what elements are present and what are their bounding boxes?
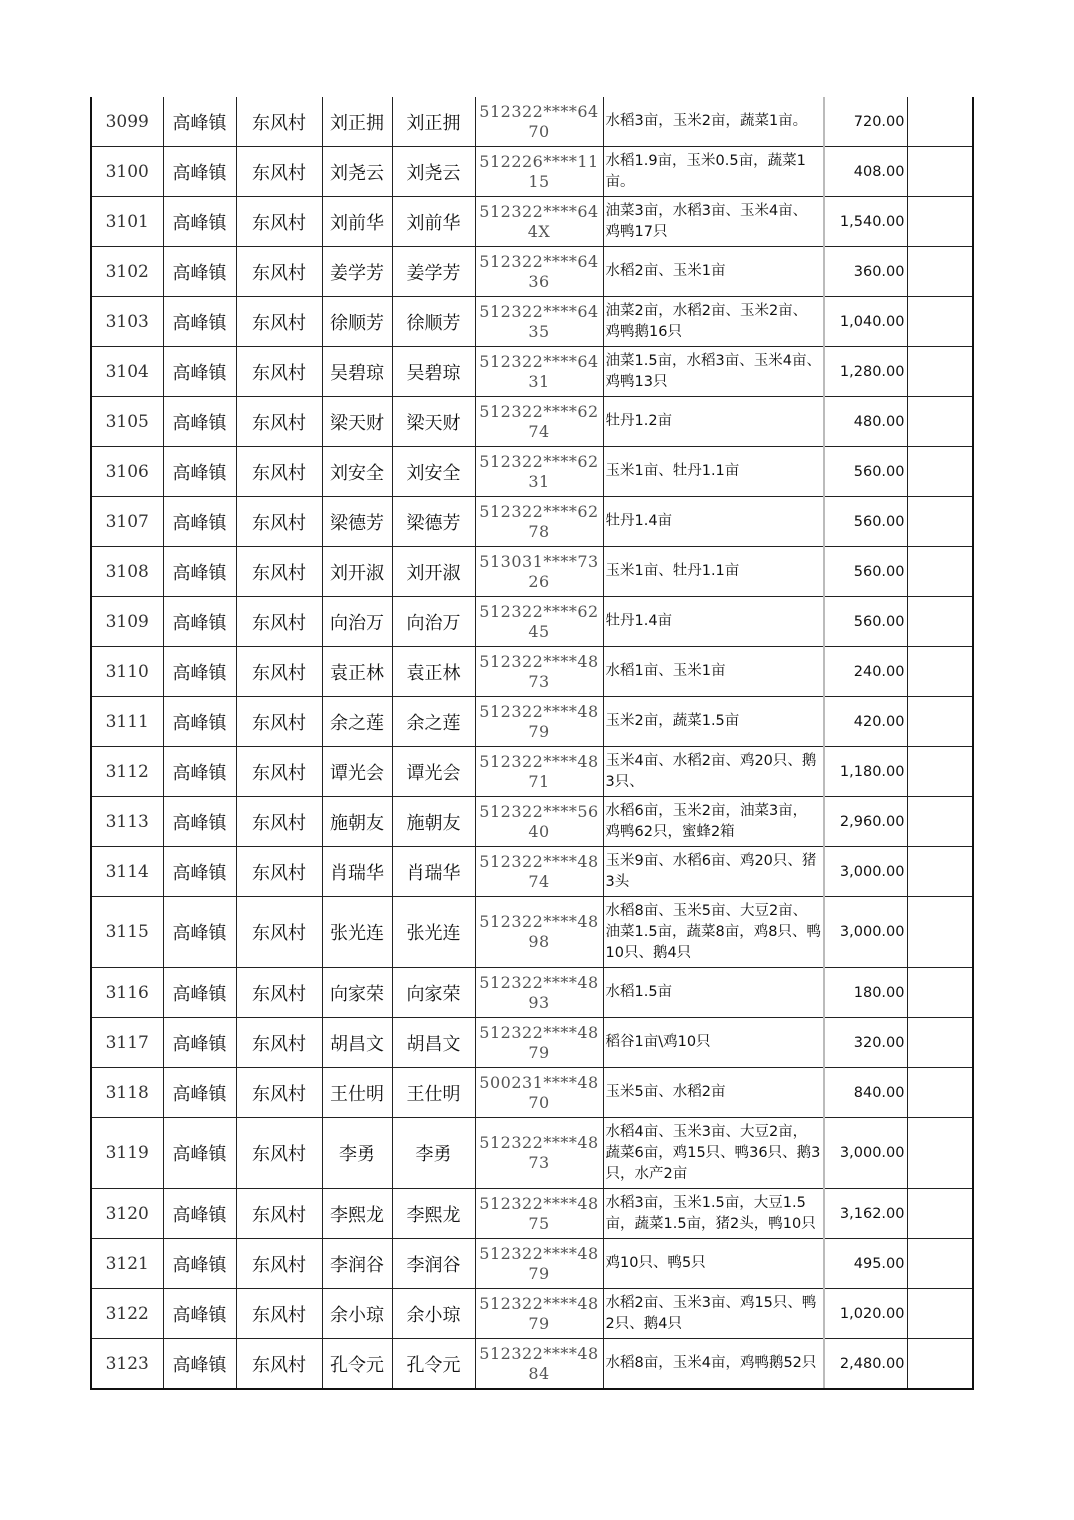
village-cell: 东风村 (236, 97, 322, 147)
description-cell: 水稻2亩、玉米1亩 (603, 247, 824, 297)
town-cell: 高峰镇 (163, 968, 236, 1018)
amount-cell: 180.00 (824, 968, 907, 1018)
seq-cell: 3100 (91, 147, 163, 197)
name-cell: 袁正林 (322, 647, 392, 697)
table-row (91, 347, 973, 397)
description-cell: 水稻4亩、玉米3亩、大豆2亩，蔬菜6亩，鸡15只、鸭36只、鹅3只，水产2亩 (603, 1118, 824, 1189)
table-row (91, 297, 973, 347)
village-cell: 东风村 (236, 847, 322, 897)
description-cell: 牡丹1.4亩 (603, 597, 824, 647)
description-cell: 水稻3亩，玉米1.5亩，大豆1.5亩，蔬菜1.5亩，猪2头，鸭10只 (603, 1189, 824, 1239)
amount-cell: 495.00 (824, 1239, 907, 1289)
payee-cell: 胡昌文 (392, 1018, 475, 1068)
description-cell: 水稻8亩、玉米5亩、大豆2亩、油菜1.5亩，蔬菜8亩，鸡8只、鸭10只、鹅4只 (603, 897, 824, 968)
table-row (91, 697, 973, 747)
payee-cell: 李勇 (392, 1118, 475, 1189)
id-number-cell: 512322****5640 (475, 797, 603, 847)
description-cell: 玉米1亩、牡丹1.1亩 (603, 447, 824, 497)
id-number-cell: 512322****4879 (475, 697, 603, 747)
seq-cell: 3107 (91, 497, 163, 547)
table-row (91, 547, 973, 597)
description-cell: 油菜1.5亩，水稻3亩、玉米4亩、鸡鸭13只 (603, 347, 824, 397)
description-cell: 油菜3亩，水稻3亩、玉米4亩、鸡鸭17只 (603, 197, 824, 247)
amount-cell: 3,000.00 (824, 847, 907, 897)
seq-cell: 3106 (91, 447, 163, 497)
description-cell: 水稻6亩，玉米2亩，油菜3亩，鸡鸭62只，蜜蜂2箱 (603, 797, 824, 847)
id-number-cell: 512322****6274 (475, 397, 603, 447)
name-cell: 刘安全 (322, 447, 392, 497)
id-number-cell: 512322****4874 (475, 847, 603, 897)
id-number-cell: 512322****6431 (475, 347, 603, 397)
description-cell: 牡丹1.4亩 (603, 497, 824, 547)
remark-cell (907, 1289, 973, 1339)
village-cell: 东风村 (236, 297, 322, 347)
id-number-cell: 512322****4879 (475, 1018, 603, 1068)
village-cell: 东风村 (236, 1339, 322, 1390)
town-cell: 高峰镇 (163, 547, 236, 597)
seq-cell: 3117 (91, 1018, 163, 1068)
village-cell: 东风村 (236, 1118, 322, 1189)
seq-cell: 3104 (91, 347, 163, 397)
name-cell: 肖瑞华 (322, 847, 392, 897)
table-row (91, 1189, 973, 1239)
seq-cell: 3109 (91, 597, 163, 647)
table-row (91, 97, 973, 147)
table-row (91, 897, 973, 968)
description-cell: 玉米1亩、牡丹1.1亩 (603, 547, 824, 597)
village-cell: 东风村 (236, 1189, 322, 1239)
id-number-cell: 512322****4884 (475, 1339, 603, 1390)
description-cell: 牡丹1.2亩 (603, 397, 824, 447)
table-row (91, 747, 973, 797)
town-cell: 高峰镇 (163, 447, 236, 497)
village-cell: 东风村 (236, 147, 322, 197)
name-cell: 梁天财 (322, 397, 392, 447)
remark-cell (907, 797, 973, 847)
payee-cell: 姜学芳 (392, 247, 475, 297)
name-cell: 向家荣 (322, 968, 392, 1018)
name-cell: 吴碧琼 (322, 347, 392, 397)
remark-cell (907, 497, 973, 547)
id-number-cell: 512322****4898 (475, 897, 603, 968)
town-cell: 高峰镇 (163, 1339, 236, 1390)
table-row (91, 1068, 973, 1118)
description-cell: 水稻1.9亩，玉米0.5亩，蔬菜1亩。 (603, 147, 824, 197)
table-row (91, 647, 973, 697)
remark-cell (907, 97, 973, 147)
village-cell: 东风村 (236, 797, 322, 847)
remark-cell (907, 397, 973, 447)
town-cell: 高峰镇 (163, 1289, 236, 1339)
id-number-cell: 512322****6436 (475, 247, 603, 297)
table-row (91, 497, 973, 547)
table-row (91, 1118, 973, 1189)
id-number-cell: 512322****4875 (475, 1189, 603, 1239)
amount-cell: 720.00 (824, 97, 907, 147)
id-number-cell: 512322****644X (475, 197, 603, 247)
remark-cell (907, 547, 973, 597)
id-number-cell: 512322****6231 (475, 447, 603, 497)
amount-cell: 560.00 (824, 497, 907, 547)
id-number-cell: 512322****6278 (475, 497, 603, 547)
remark-cell (907, 897, 973, 968)
payee-cell: 梁德芳 (392, 497, 475, 547)
name-cell: 刘开淑 (322, 547, 392, 597)
id-number-cell: 512322****4873 (475, 1118, 603, 1189)
remark-cell (907, 297, 973, 347)
payee-cell: 余小琼 (392, 1289, 475, 1339)
town-cell: 高峰镇 (163, 797, 236, 847)
table-row (91, 968, 973, 1018)
remark-cell (907, 1018, 973, 1068)
town-cell: 高峰镇 (163, 1018, 236, 1068)
table-row (91, 147, 973, 197)
amount-cell: 1,180.00 (824, 747, 907, 797)
remark-cell (907, 1118, 973, 1189)
payee-cell: 孔令元 (392, 1339, 475, 1390)
id-number-cell: 512322****4893 (475, 968, 603, 1018)
table-body (91, 97, 973, 1389)
seq-cell: 3119 (91, 1118, 163, 1189)
seq-cell: 3102 (91, 247, 163, 297)
amount-cell: 3,162.00 (824, 1189, 907, 1239)
id-number-cell: 512322****6435 (475, 297, 603, 347)
name-cell: 李勇 (322, 1118, 392, 1189)
village-cell: 东风村 (236, 897, 322, 968)
payee-cell: 刘开淑 (392, 547, 475, 597)
town-cell: 高峰镇 (163, 297, 236, 347)
id-number-cell: 512322****4871 (475, 747, 603, 797)
payee-cell: 刘安全 (392, 447, 475, 497)
village-cell: 东风村 (236, 747, 322, 797)
remark-cell (907, 247, 973, 297)
name-cell: 徐顺芳 (322, 297, 392, 347)
town-cell: 高峰镇 (163, 147, 236, 197)
table-row (91, 447, 973, 497)
seq-cell: 3101 (91, 197, 163, 247)
seq-cell: 3123 (91, 1339, 163, 1390)
payee-cell: 李熙龙 (392, 1189, 475, 1239)
remark-cell (907, 147, 973, 197)
amount-cell: 2,480.00 (824, 1339, 907, 1390)
id-number-cell: 512226****1115 (475, 147, 603, 197)
amount-cell: 3,000.00 (824, 897, 907, 968)
seq-cell: 3099 (91, 97, 163, 147)
name-cell: 余小琼 (322, 1289, 392, 1339)
name-cell: 梁德芳 (322, 497, 392, 547)
table-row (91, 847, 973, 897)
remark-cell (907, 1068, 973, 1118)
payee-cell: 徐顺芳 (392, 297, 475, 347)
amount-cell: 408.00 (824, 147, 907, 197)
town-cell: 高峰镇 (163, 97, 236, 147)
town-cell: 高峰镇 (163, 1189, 236, 1239)
remark-cell (907, 1339, 973, 1390)
table-row (91, 597, 973, 647)
village-cell: 东风村 (236, 1018, 322, 1068)
village-cell: 东风村 (236, 547, 322, 597)
seq-cell: 3105 (91, 397, 163, 447)
table-row (91, 197, 973, 247)
remark-cell (907, 647, 973, 697)
name-cell: 刘前华 (322, 197, 392, 247)
seq-cell: 3120 (91, 1189, 163, 1239)
amount-cell: 480.00 (824, 397, 907, 447)
name-cell: 李熙龙 (322, 1189, 392, 1239)
town-cell: 高峰镇 (163, 397, 236, 447)
table-row (91, 247, 973, 297)
name-cell: 孔令元 (322, 1339, 392, 1390)
description-cell: 玉米2亩，蔬菜1.5亩 (603, 697, 824, 747)
table-row (91, 1239, 973, 1289)
seq-cell: 3116 (91, 968, 163, 1018)
description-cell: 玉米9亩、水稻6亩、鸡20只、猪3头 (603, 847, 824, 897)
id-number-cell: 512322****4879 (475, 1239, 603, 1289)
amount-cell: 560.00 (824, 547, 907, 597)
village-cell: 东风村 (236, 197, 322, 247)
town-cell: 高峰镇 (163, 747, 236, 797)
amount-cell: 1,020.00 (824, 1289, 907, 1339)
amount-cell: 3,000.00 (824, 1118, 907, 1189)
subsidy-table (90, 97, 974, 1390)
town-cell: 高峰镇 (163, 1118, 236, 1189)
seq-cell: 3115 (91, 897, 163, 968)
table-row (91, 397, 973, 447)
payee-cell: 袁正林 (392, 647, 475, 697)
town-cell: 高峰镇 (163, 197, 236, 247)
town-cell: 高峰镇 (163, 597, 236, 647)
seq-cell: 3103 (91, 297, 163, 347)
village-cell: 东风村 (236, 597, 322, 647)
payee-cell: 向治万 (392, 597, 475, 647)
name-cell: 向治万 (322, 597, 392, 647)
amount-cell: 1,040.00 (824, 297, 907, 347)
description-cell: 油菜2亩，水稻2亩、玉米2亩、鸡鸭鹅16只 (603, 297, 824, 347)
remark-cell (907, 968, 973, 1018)
remark-cell (907, 847, 973, 897)
town-cell: 高峰镇 (163, 847, 236, 897)
seq-cell: 3114 (91, 847, 163, 897)
id-number-cell: 512322****6470 (475, 97, 603, 147)
amount-cell: 2,960.00 (824, 797, 907, 847)
description-cell: 玉米5亩、水稻2亩 (603, 1068, 824, 1118)
id-number-cell: 512322****4879 (475, 1289, 603, 1339)
description-cell: 水稻1.5亩 (603, 968, 824, 1018)
town-cell: 高峰镇 (163, 247, 236, 297)
village-cell: 东风村 (236, 1068, 322, 1118)
remark-cell (907, 1189, 973, 1239)
amount-cell: 320.00 (824, 1018, 907, 1068)
name-cell: 刘正拥 (322, 97, 392, 147)
town-cell: 高峰镇 (163, 347, 236, 397)
id-number-cell: 500231****4870 (475, 1068, 603, 1118)
description-cell: 水稻8亩，玉米4亩，鸡鸭鹅52只 (603, 1339, 824, 1390)
seq-cell: 3118 (91, 1068, 163, 1118)
name-cell: 王仕明 (322, 1068, 392, 1118)
seq-cell: 3121 (91, 1239, 163, 1289)
table-row (91, 1289, 973, 1339)
remark-cell (907, 197, 973, 247)
name-cell: 刘尧云 (322, 147, 392, 197)
payee-cell: 施朝友 (392, 797, 475, 847)
amount-cell: 360.00 (824, 247, 907, 297)
town-cell: 高峰镇 (163, 497, 236, 547)
payee-cell: 吴碧琼 (392, 347, 475, 397)
description-cell: 玉米4亩、水稻2亩、鸡20只、鹅3只、 (603, 747, 824, 797)
payee-cell: 刘尧云 (392, 147, 475, 197)
village-cell: 东风村 (236, 968, 322, 1018)
seq-cell: 3108 (91, 547, 163, 597)
name-cell: 余之莲 (322, 697, 392, 747)
amount-cell: 420.00 (824, 697, 907, 747)
seq-cell: 3111 (91, 697, 163, 747)
id-number-cell: 513031****7326 (475, 547, 603, 597)
town-cell: 高峰镇 (163, 647, 236, 697)
description-cell: 稻谷1亩\鸡10只 (603, 1018, 824, 1068)
name-cell: 姜学芳 (322, 247, 392, 297)
seq-cell: 3112 (91, 747, 163, 797)
remark-cell (907, 347, 973, 397)
amount-cell: 560.00 (824, 447, 907, 497)
payee-cell: 李润谷 (392, 1239, 475, 1289)
town-cell: 高峰镇 (163, 1068, 236, 1118)
name-cell: 李润谷 (322, 1239, 392, 1289)
payee-cell: 梁天财 (392, 397, 475, 447)
description-cell: 水稻1亩、玉米1亩 (603, 647, 824, 697)
payee-cell: 张光连 (392, 897, 475, 968)
village-cell: 东风村 (236, 697, 322, 747)
amount-cell: 240.00 (824, 647, 907, 697)
payee-cell: 刘正拥 (392, 97, 475, 147)
remark-cell (907, 1239, 973, 1289)
seq-cell: 3122 (91, 1289, 163, 1339)
description-cell: 水稻2亩、玉米3亩、鸡15只、鸭2只、鹅4只 (603, 1289, 824, 1339)
id-number-cell: 512322****4873 (475, 647, 603, 697)
name-cell: 胡昌文 (322, 1018, 392, 1068)
table-row (91, 1339, 973, 1390)
amount-cell: 1,540.00 (824, 197, 907, 247)
amount-cell: 840.00 (824, 1068, 907, 1118)
id-number-cell: 512322****6245 (475, 597, 603, 647)
remark-cell (907, 597, 973, 647)
remark-cell (907, 447, 973, 497)
village-cell: 东风村 (236, 447, 322, 497)
town-cell: 高峰镇 (163, 897, 236, 968)
name-cell: 谭光会 (322, 747, 392, 797)
village-cell: 东风村 (236, 1239, 322, 1289)
remark-cell (907, 747, 973, 797)
table-row (91, 797, 973, 847)
payee-cell: 向家荣 (392, 968, 475, 1018)
table-row (91, 1018, 973, 1068)
name-cell: 施朝友 (322, 797, 392, 847)
town-cell: 高峰镇 (163, 1239, 236, 1289)
seq-cell: 3110 (91, 647, 163, 697)
seq-cell: 3113 (91, 797, 163, 847)
payee-cell: 肖瑞华 (392, 847, 475, 897)
description-cell: 鸡10只、鸭5只 (603, 1239, 824, 1289)
amount-cell: 560.00 (824, 597, 907, 647)
village-cell: 东风村 (236, 497, 322, 547)
village-cell: 东风村 (236, 397, 322, 447)
village-cell: 东风村 (236, 247, 322, 297)
village-cell: 东风村 (236, 647, 322, 697)
remark-cell (907, 697, 973, 747)
payee-cell: 刘前华 (392, 197, 475, 247)
description-cell: 水稻3亩，玉米2亩，蔬菜1亩。 (603, 97, 824, 147)
village-cell: 东风村 (236, 347, 322, 397)
amount-cell: 1,280.00 (824, 347, 907, 397)
village-cell: 东风村 (236, 1289, 322, 1339)
town-cell: 高峰镇 (163, 697, 236, 747)
payee-cell: 余之莲 (392, 697, 475, 747)
payee-cell: 王仕明 (392, 1068, 475, 1118)
payee-cell: 谭光会 (392, 747, 475, 797)
name-cell: 张光连 (322, 897, 392, 968)
